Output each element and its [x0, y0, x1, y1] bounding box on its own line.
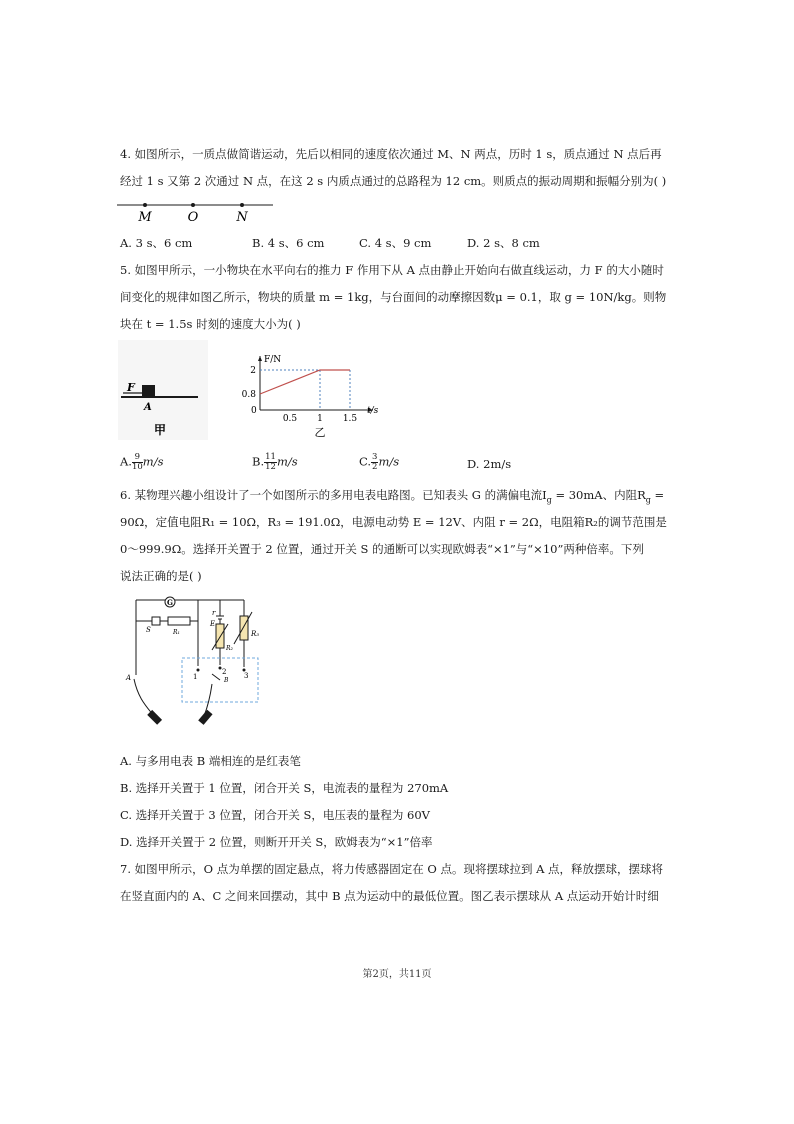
label-m: M — [138, 210, 152, 225]
block — [142, 385, 155, 397]
svg-text:A: A — [126, 674, 132, 682]
point-n — [240, 203, 244, 207]
q6-option-d: D. 选择开关置于 2 位置，则断开开关 S，欧姆表为“×1”倍率 — [120, 835, 433, 849]
label-f: F — [127, 381, 135, 394]
x-axis-label: t/s — [367, 406, 379, 416]
label-a: A — [144, 402, 152, 413]
q5-option-b-prefix: B. — [252, 454, 265, 469]
q5-option-c: C. $\frac{3}{2}$ m/s — [359, 452, 400, 472]
q5-option-a: A. $\frac{9}{10}$ m/s — [120, 452, 164, 472]
y-axis-arrow — [258, 356, 262, 361]
q6-line-2: 90Ω，定值电阻R₁ = 10Ω，R₃ = 191.0Ω，电源电动势 E = 12V、内阻 r = 2Ω，电阻箱R₂的调节范围是 — [120, 515, 667, 529]
label-o: O — [187, 210, 199, 225]
point-o — [191, 203, 195, 207]
q5-line-2: 间变化的规律如图乙所示，物块的质量 m = 1kg，与台面间的动摩擦因数μ = 0.1，取 g = 10N/kg。则物 — [120, 290, 667, 304]
svg-text:R₂: R₂ — [226, 645, 233, 652]
q6-line-1: 6. 某物理兴趣小组设计了一个如图所示的多用电表电路图。已知表头 G 的满偏电流$I_g = 30mA$、内阻$R_g$ = — [120, 488, 665, 505]
svg-text:R₃: R₃ — [251, 630, 260, 638]
q6-circuit-figure — [118, 588, 268, 748]
svg-text:r: r — [212, 609, 216, 617]
x-tick-label-1: 1 — [317, 414, 323, 424]
q4-option-c: C. 4 s、9 cm — [359, 236, 432, 250]
q4-option-d: D. 2 s、8 cm — [467, 236, 540, 250]
q5-option-a-prefix: A. — [120, 454, 132, 469]
svg-text:S: S — [146, 626, 151, 634]
q5-line-1: 5. 如图甲所示，一小物块在水平向右的推力 F 作用下从 A 点由静止开始向右做直线运动，力 F 的大小随时 — [120, 263, 664, 277]
page-footer: 第2页，共11页 — [362, 969, 432, 980]
svg-text:E: E — [210, 620, 216, 628]
q4-line-2: 经过 1 s 又第 2 次通过 N 点，在这 2 s 内质点通过的总路程为 12 cm。则质点的振动周期和振幅分别为( ) — [120, 174, 667, 188]
q6-line-3: 0～999.9Ω。选择开关置于 2 位置，通过开关 S 的通断可以实现欧姆表“×1”与“×10”两种倍率。下列 — [120, 542, 644, 556]
y-axis-label: F/N — [264, 355, 282, 365]
svg-text:R₁: R₁ — [173, 629, 180, 636]
q4-figure — [115, 196, 280, 226]
svg-text:G: G — [167, 598, 173, 607]
q5-line-3: 块在 t = 1.5s 时刻的速度大小为( ) — [120, 317, 301, 331]
q6-option-c: C. 选择开关置于 3 位置，闭合开关 S，电压表的量程为 60V — [120, 808, 430, 822]
q5-option-b-fraction: $\frac{11}{12}$ — [265, 452, 276, 472]
q4-line-1: 4. 如图所示，一质点做简谐运动，先后以相同的速度依次通过 M、N 两点，历时 1 s，质点通过 N 点后再 — [120, 147, 662, 161]
x-tick-label-2: 1.5 — [342, 414, 358, 424]
caption-jia: 甲 — [154, 423, 167, 437]
origin-label: 0 — [251, 406, 257, 416]
q5-figure-jia — [118, 340, 208, 440]
svg-text:B: B — [224, 677, 229, 684]
x-tick-label-0: 0.5 — [282, 414, 298, 424]
svg-text:3: 3 — [244, 672, 249, 680]
q5-option-c-fraction: $\frac{3}{2}$ — [372, 452, 378, 472]
svg-text:1: 1 — [193, 673, 198, 681]
q4-option-a: A. 3 s、6 cm — [120, 236, 193, 250]
label-n: N — [236, 210, 248, 225]
q6-option-a: A. 与多用电表 B 端相连的是红表笔 — [120, 754, 301, 768]
q5-option-b: B. $\frac{11}{12}$ m/s — [252, 452, 298, 472]
q4-option-b: B. 4 s、6 cm — [252, 236, 325, 250]
q6-option-b: B. 选择开关置于 1 位置，闭合开关 S，电流表的量程为 270mA — [120, 781, 449, 795]
point-m — [143, 203, 147, 207]
q6-line-4: 说法正确的是( ) — [120, 569, 202, 583]
y-tick-label-0: 0.8 — [241, 390, 256, 400]
y-tick-label-1: 2 — [250, 366, 256, 376]
q7-line-1: 7. 如图甲所示，O 点为单摆的固定悬点，将力传感器固定在 O 点。现将摆球拉到 A 点，释放摆球，摆球将 — [120, 862, 664, 876]
q5-chart-yi — [240, 340, 400, 440]
svg-text:2: 2 — [222, 668, 227, 676]
q5-option-a-fraction: $\frac{9}{10}$ — [131, 452, 143, 472]
series-line — [260, 370, 350, 394]
q5-option-c-prefix: C. — [359, 454, 372, 469]
q7-line-2: 在竖直面内的 A、C 之间来回摆动，其中 B 点为运动中的最低位置。图乙表示摆球从 A 点运动开始计时细 — [120, 889, 659, 903]
q5-option-d: D. 2m/s — [467, 457, 512, 471]
chart-caption: 乙 — [314, 426, 326, 439]
